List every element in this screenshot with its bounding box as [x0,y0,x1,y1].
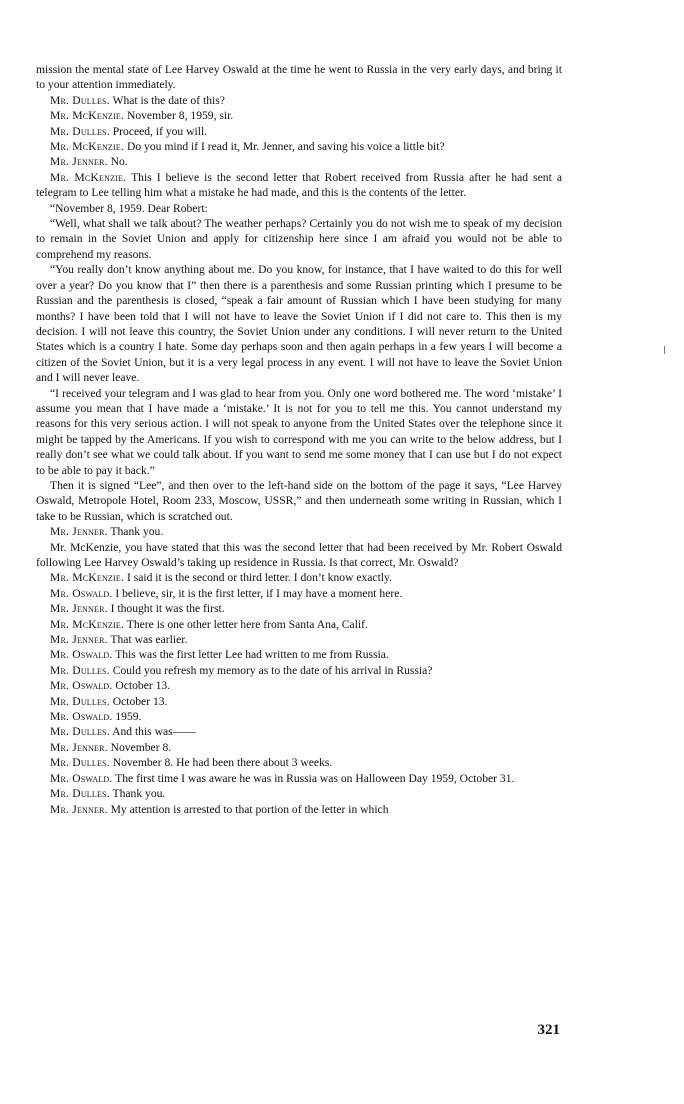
paragraph-26 [36,755,562,770]
paragraph-text: “You really don’t know anything about me. Do you know, for instance, that I have waited to do this for well over a year? Do you know that I” then there is a parenthesis and some Russian printing which I presume to be Russian and the parenthesis is closed, “speak a fair amount of Russian which I have been studying for many months? I have been told that I will not have to leave the Soviet Union if I did not care to. This then is my decision. I will not leave this country, the Soviet Union under any conditions. I will never return to the United States which is a country I hate. Some day perhaps soon and then again perhaps in a few years I will become a citizen of the Soviet Union, but it is a very legal process in any event. I will not have to leave the Soviet Union and I will never leave. [36,263,562,385]
speaker-label: Mr. Jenner. [50,740,108,754]
paragraph-18 [36,632,562,647]
paragraph-text: There is one other letter here from Santa Ana, Calif. [126,617,368,631]
paragraph-17 [36,617,562,632]
speaker-label: Mr. Dulles. [50,787,110,801]
speaker-label: Mr. Jenner. [50,155,108,169]
speaker-label: Mr. McKenzie. [50,170,127,184]
speaker-label: Mr. Jenner. [50,525,108,539]
paragraph-6 [36,170,562,201]
paragraph-20 [36,663,562,678]
paragraph-text: I said it is the second or third letter. I don’t know exactly. [126,571,392,585]
paragraph-text: Thank you. [112,787,166,801]
paragraph-25 [36,740,562,755]
speaker-label: Mr. McKenzie. [50,109,125,123]
paragraph-text: This was the first letter Lee had written to me from Russia. [115,648,389,662]
paragraph-27 [36,771,562,786]
paragraph-14 [36,570,562,585]
paragraph-2 [36,108,562,123]
paragraph-text: I believe, sir, it is the first letter, if I may have a moment here. [115,586,403,600]
paragraph-5 [36,154,562,169]
scan-edge-mark [664,346,665,354]
paragraph-text: October 13. [112,694,168,708]
paragraph-text: What is the date of this? [112,93,225,107]
paragraph-11 [36,478,562,524]
speaker-label: Mr. Jenner. [50,602,108,616]
paragraph-15 [36,586,562,601]
page-number: 321 [537,1022,560,1038]
paragraph-8 [36,216,562,262]
paragraph-text: Do you mind if I read it, Mr. Jenner, and saving his voice a little bit? [126,140,445,154]
paragraph-text: Mr. McKenzie, you have stated that this was the second letter that had been received by Mr. Robert Oswald following Lee Harvey Oswald’s taking up residence in Russia. Is that correct, Mr. Oswald? [36,540,562,569]
paragraph-text: October 13. [115,679,171,693]
paragraph-text: This I believe is the second letter that Robert received from Russia after he had sent a telegram to Lee telling him what a mistake he had made, and this is the contents of the letter. [36,170,563,200]
paragraph-text: mission the mental state of Lee Harvey Oswald at the time he went to Russia in the very early days, and bring it to your attention immediately. [36,63,562,92]
paragraph-text: November 8. He had been there about 3 weeks. [112,756,333,770]
paragraph-12 [36,524,562,539]
paragraph-text: And this was—— [112,725,196,739]
paragraph-text: Could you refresh my memory as to the date of his arrival in Russia? [112,663,433,677]
speaker-label: Mr. Jenner. [50,633,108,647]
speaker-label: Mr. Dulles. [50,93,110,107]
speaker-label: Mr. Dulles. [50,663,110,677]
speaker-label: Mr. Jenner. [50,802,108,816]
paragraph-22 [36,694,562,709]
paragraph-text: Proceed, if you will. [112,124,208,138]
speaker-label: Mr. Dulles. [50,725,110,739]
paragraph-text: The first time I was aware he was in Russia was on Halloween Day 1959, October 31. [115,771,515,785]
paragraph-text: No. [110,155,128,169]
speaker-label: Mr. Oswald. [50,679,113,693]
speaker-label: Mr. Oswald. [50,771,113,785]
paragraph-text: 1959. [115,710,142,724]
speaker-label: Mr. Oswald. [50,586,113,600]
paragraph-text: That was earlier. [110,633,188,647]
document-body [36,62,562,817]
paragraph-text: I thought it was the first. [110,602,225,616]
paragraph-29 [36,802,562,817]
paragraph-13 [36,540,562,571]
speaker-label: Mr. Dulles. [50,694,110,708]
paragraph-24 [36,724,562,739]
paragraph-text: “November 8, 1959. Dear Robert: [50,201,208,215]
paragraph-text: Thank you. [110,525,164,539]
paragraph-text: November 8. [110,740,172,754]
paragraph-16 [36,601,562,616]
paragraph-text: “I received your telegram and I was glad to hear from you. Only one word bothered me. The word ‘mistake’ I assume you mean that I have made a ‘mistake.’ It is not for you to tell me this. You cannot understand my reasons for this very serious action. I will not speak to anyone from the United States over the telephone since it might be tapped by the Americans. If you wish to correspond with me you can write to the below address, but I really don’t see what we could talk about. If you want to send me some money that I can use but I do not expect to be able to pay it back.” [36,386,562,477]
paragraph-0 [36,62,562,93]
paragraph-28 [36,786,562,801]
paragraph-9 [36,262,562,385]
paragraph-text: My attention is arrested to that portion of the letter in which [110,802,389,816]
paragraph-text: “Well, what shall we talk about? The weather perhaps? Certainly you do not wish me to speak of my decision to remain in the Soviet Union and apply for citizenship here since I am afraid you would not be able to comprehend my reasons. [36,217,562,261]
speaker-label: Mr. Oswald. [50,710,113,724]
paragraph-10 [36,386,562,478]
speaker-label: Mr. McKenzie. [50,140,125,154]
paragraph-4 [36,139,562,154]
speaker-label: Mr. Dulles. [50,124,110,138]
paragraph-23 [36,709,562,724]
paragraph-text: November 8, 1959, sir. [126,109,234,123]
paragraph-7 [36,201,562,216]
speaker-label: Mr. McKenzie. [50,617,125,631]
paragraph-21 [36,678,562,693]
paragraph-3 [36,124,562,139]
speaker-label: Mr. Oswald. [50,648,113,662]
paragraph-1 [36,93,562,108]
paragraph-19 [36,647,562,662]
speaker-label: Mr. Dulles. [50,756,110,770]
paragraph-text: Then it is signed “Lee”, and then over to the left-hand side on the bottom of the page it says, “Lee Harvey Oswald, Metropole Hotel, Room 233, Moscow, USSR,” and then underneath some writing in Russian, which I take to be Russian, which is scratched out. [36,478,562,523]
speaker-label: Mr. McKenzie. [50,571,125,585]
